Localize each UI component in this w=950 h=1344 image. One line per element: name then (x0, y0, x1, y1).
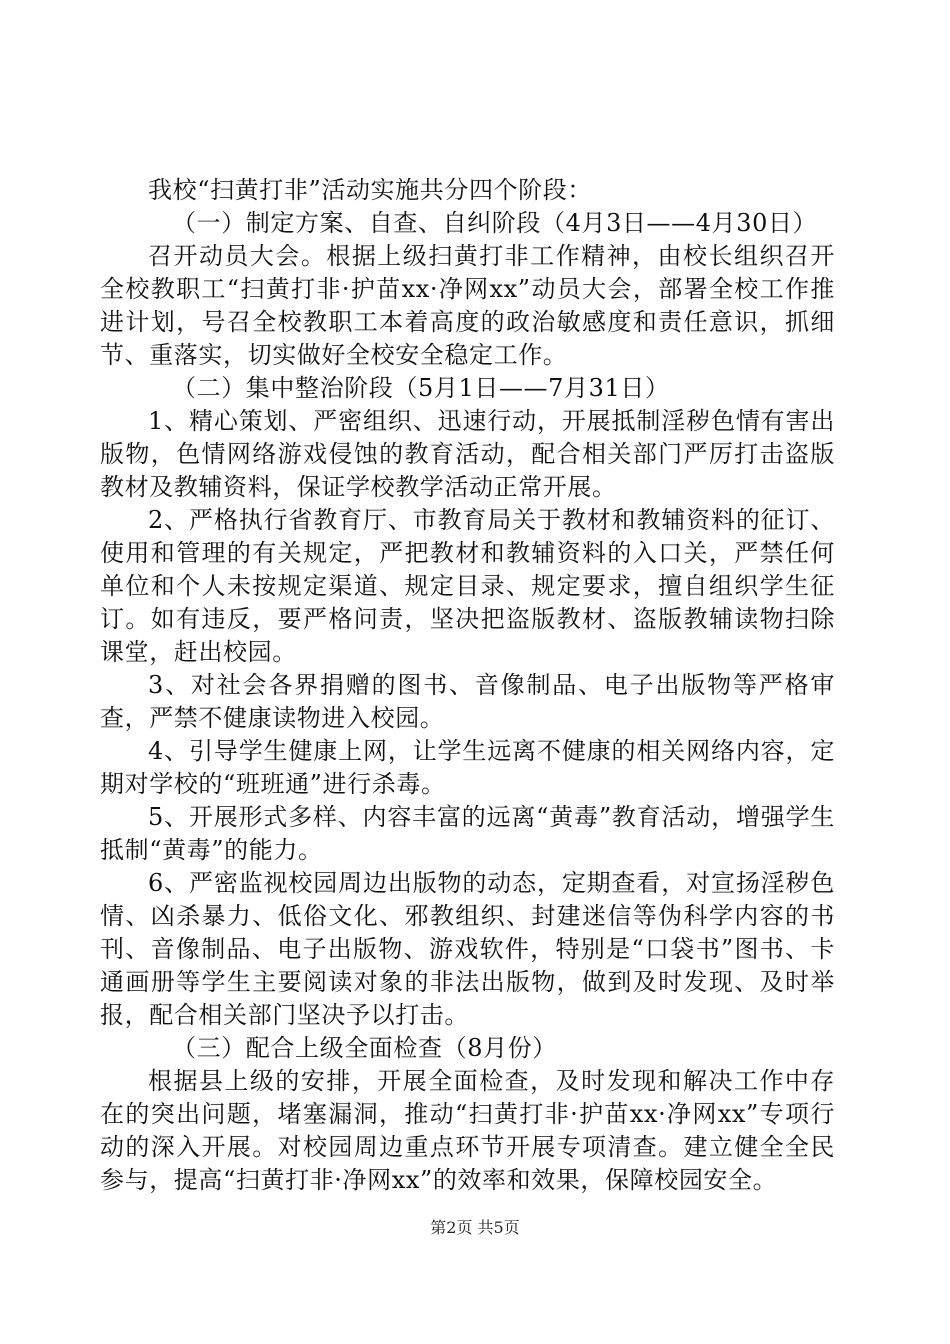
page-footer: 第2页 共5页 (430, 1218, 520, 1237)
body-paragraph: 召开动员大会。根据上级扫黄打非工作精神，由校长组织召开全校教职工“扫黄打非·护苗xx·净网xx”动员大会，部署全校工作推进计划，号召全校教职工本着高度的政治敏感度和责任意识，抓细节、重落实，切实做好全校安全稳定工作。 (100, 242, 835, 369)
list-item: 5、开展形式多样、内容丰富的远离“黄毒”教育活动，增强学生抵制“黄毒”的能力。 (100, 803, 835, 864)
list-item: 3、对社会各界捐赠的图书、音像制品、电子出版物等严格审查，严禁不健康读物进入校园。 (100, 671, 835, 732)
list-item: 1、精心策划、严密组织、迅速行动，开展抵制淫秽色情有害出版物，色情网络游戏侵蚀的教育活动，配合相关部门严厉打击盗版教材及教辅资料，保证学校教学活动正常开展。 (100, 407, 835, 501)
list-item: 2、严格执行省教育厅、市教育局关于教材和教辅资料的征订、使用和管理的有关规定，严把教材和教辅资料的入口关，严禁任何单位和个人未按规定渠道、规定目录、规定要求，擅自组织学生征订。如有违反，要严格问责，坚决把盗版教材、盗版教辅读物扫除课堂，赶出校园。 (100, 506, 835, 666)
section-heading-3: （三）配合上级全面检查（8月份） (172, 1034, 557, 1062)
section-heading-1: （一）制定方案、自查、自纠阶段（4月3日——4月30日） (172, 209, 818, 237)
list-item: 6、严密监视校园周边出版物的动态，定期查看，对宣扬淫秽色情、凶杀暴力、低俗文化、邪教组织、封建迷信等伪科学内容的书刊、音像制品、电子出版物、游戏软件，特别是“口袋书”图书、卡通画册等学生主要阅读对象的非法出版物，做到及时发现、及时举报，配合相关部门坚决予以打击。 (100, 869, 835, 1029)
body-paragraph: 根据县上级的安排，开展全面检查，及时发现和解决工作中存在的突出问题，堵塞漏洞，推动“扫黄打非·护苗xx·净网xx”专项行动的深入开展。对校园周边重点环节开展专项清查。建立健全全民参与，提高“扫黄打非·净网xx”的效率和效果，保障校园安全。 (100, 1067, 835, 1194)
section-heading-2: （二）集中整治阶段（5月1日——7月31日） (172, 374, 670, 402)
document-body (100, 174, 835, 1197)
list-item: 4、引导学生健康上网，让学生远离不健康的相关网络内容，定期对学校的“班班通”进行杀毒。 (100, 737, 835, 798)
intro-paragraph: 我校“扫黄打非”活动实施共分四个阶段： (148, 176, 592, 204)
